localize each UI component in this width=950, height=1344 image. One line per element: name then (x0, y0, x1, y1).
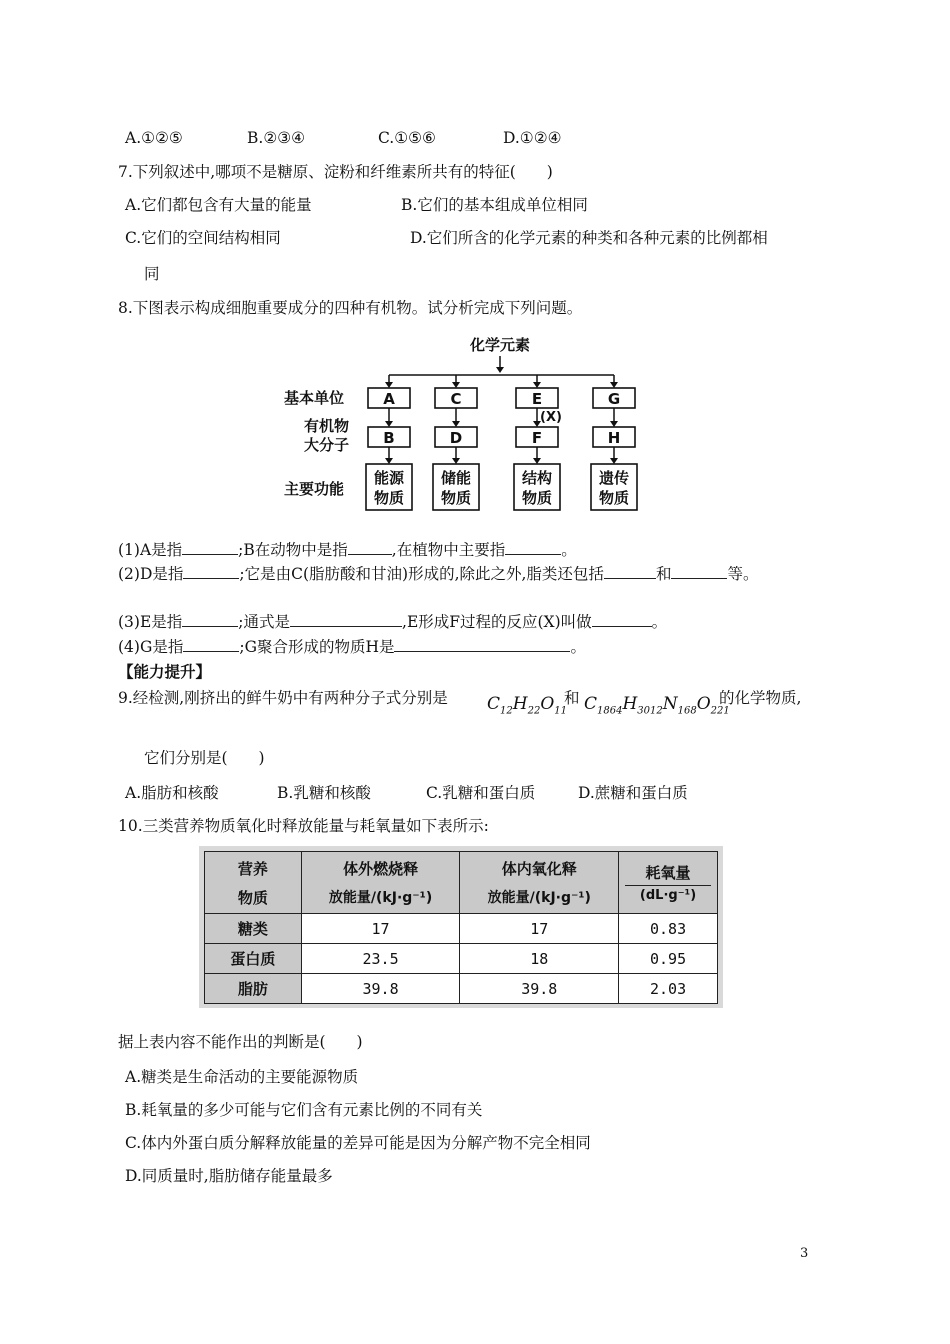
macro-f: F (531, 429, 543, 447)
table-cell: 23.5 (301, 944, 460, 974)
nutrient-table-frame (199, 846, 723, 1008)
reaction-x-label: (X) (540, 410, 562, 425)
answer-blank[interactable] (505, 540, 561, 555)
q10-question: 据上表内容不能作出的判断是( ) (118, 1033, 363, 1051)
row-label: 糖类 (205, 914, 302, 944)
organic-molecules-diagram (282, 330, 662, 516)
section-heading: 【能力提升】 (118, 663, 212, 681)
table-row (205, 944, 718, 974)
unit-e: E (531, 390, 543, 408)
unit-a: A (383, 390, 395, 408)
answer-blank[interactable] (671, 564, 727, 579)
header-external-energy: 体外燃烧释 放能量/(kJ·g⁻¹) (301, 852, 460, 914)
q8-sub3: (3)E是指 ;通式是 ,E形成F过程的反应(X)叫做 。 (118, 613, 668, 631)
answer-blank[interactable] (394, 637, 570, 652)
q9-stem-c: 它们分别是( ) (144, 749, 265, 767)
q10-stem: 10.三类营养物质氧化时释放能量与耗氧量如下表所示: (118, 817, 489, 835)
q7-option-d-continued: 同 (144, 265, 160, 283)
q9-option-b: B.乳糖和核酸 (277, 784, 371, 802)
page-number: 3 (800, 1246, 809, 1261)
q8-sub4: (4)G是指 ;G聚合形成的物质H是 。 (118, 638, 586, 656)
answer-blank[interactable] (290, 612, 402, 627)
table-cell: 2.03 (619, 974, 718, 1004)
function-energy-1: 能源 (373, 469, 405, 487)
q10-option-b: B.耗氧量的多少可能与它们含有元素比例的不同有关 (125, 1101, 483, 1119)
q8-sub2: (2)D是指 ;它是由C(脂肪酸和甘油)形成的,除此之外,脂类还包括 和 等。 (118, 565, 759, 583)
q7-option-b: B.它们的基本组成单位相同 (401, 196, 588, 214)
q7-option-c: C.它们的空间结构相同 (125, 229, 281, 247)
diagram-branches (385, 375, 618, 388)
function-energy-2: 物质 (373, 489, 405, 507)
table-cell: 0.83 (619, 914, 718, 944)
function-structure-1: 结构 (521, 469, 553, 487)
answer-blank[interactable] (183, 637, 239, 652)
header-nutrient: 营养 物质 (205, 852, 302, 914)
q6-option-c: C.①⑤⑥ (378, 129, 436, 147)
unit-g: G (607, 390, 621, 408)
table-cell: 18 (460, 944, 619, 974)
q10-option-c: C.体内外蛋白质分解释放能量的差异可能是因为分解产物不完全相同 (125, 1134, 591, 1152)
function-structure-2: 物质 (521, 489, 553, 507)
table-row (205, 914, 718, 944)
header-internal-energy: 体内氧化释 放能量/(kJ·g⁻¹) (460, 852, 619, 914)
row-label-function: 主要功能 (284, 480, 345, 498)
q6-option-d: D.①②④ (503, 129, 562, 147)
table-cell: 39.8 (460, 974, 619, 1004)
row-label: 蛋白质 (205, 944, 302, 974)
q9-stem-a: 9.经检测,刚挤出的鲜牛奶中有两种分子式分别是 (118, 689, 448, 707)
answer-blank[interactable] (592, 612, 652, 627)
q8-stem: 8.下图表示构成细胞重要成分的四种有机物。试分析完成下列问题。 (118, 299, 583, 317)
q9-stem-b: 的化学物质, (719, 689, 802, 707)
table-header-row (205, 852, 718, 914)
answer-blank[interactable] (182, 612, 238, 627)
q9-option-a: A.脂肪和核酸 (125, 784, 219, 802)
table-cell: 39.8 (301, 974, 460, 1004)
row-label-macromolecule: 大分子 (304, 436, 350, 454)
diagram-top-label: 化学元素 (469, 336, 531, 354)
q7-stem: 7.下列叙述中,哪项不是糖原、淀粉和纤维素所共有的特征( ) (118, 163, 553, 181)
formula-lactose: $C_{12}H_{22}O_{11}$ (487, 694, 567, 717)
nutrient-energy-table (204, 851, 718, 1004)
function-storage-1: 储能 (440, 469, 472, 487)
q7-option-a: A.它们都包含有大量的能量 (125, 196, 312, 214)
answer-blank[interactable] (348, 540, 392, 555)
table-cell: 17 (301, 914, 460, 944)
q8-sub1: (1)A是指 ;B在动物中是指 ,在植物中主要指 。 (118, 541, 577, 559)
table-cell: 17 (460, 914, 619, 944)
macro-h: H (607, 429, 621, 447)
q9-and: 和 (564, 689, 580, 707)
row-label-organic: 有机物 (304, 417, 350, 435)
answer-blank[interactable] (183, 564, 239, 579)
header-oxygen: 耗氧量 (dL·g⁻¹) (619, 852, 718, 914)
q7-option-d: D.它们所含的化学元素的种类和各种元素的比例都相 (410, 229, 768, 247)
function-genetic-1: 遗传 (598, 469, 630, 487)
q6-option-a: A.①②⑤ (125, 129, 183, 147)
q9-option-c: C.乳糖和蛋白质 (426, 784, 536, 802)
table-cell: 0.95 (619, 944, 718, 974)
function-genetic-2: 物质 (598, 489, 630, 507)
q6-option-b: B.②③④ (247, 129, 306, 147)
q9-option-d: D.蔗糖和蛋白质 (578, 784, 688, 802)
unit-c: C (450, 390, 462, 408)
function-storage-2: 物质 (440, 489, 472, 507)
q10-option-a: A.糖类是生命活动的主要能源物质 (125, 1068, 359, 1086)
table-row (205, 974, 718, 1004)
macro-d: D (449, 429, 463, 447)
macro-b: B (383, 429, 395, 447)
answer-blank[interactable] (604, 564, 656, 579)
formula-protein: $C_{1864}H_{3012}N_{168}O_{221}$ (584, 694, 730, 717)
row-label: 脂肪 (205, 974, 302, 1004)
row-label-basic-unit: 基本单位 (284, 389, 345, 407)
q10-option-d: D.同质量时,脂肪储存能量最多 (125, 1167, 333, 1185)
answer-blank[interactable] (182, 540, 238, 555)
